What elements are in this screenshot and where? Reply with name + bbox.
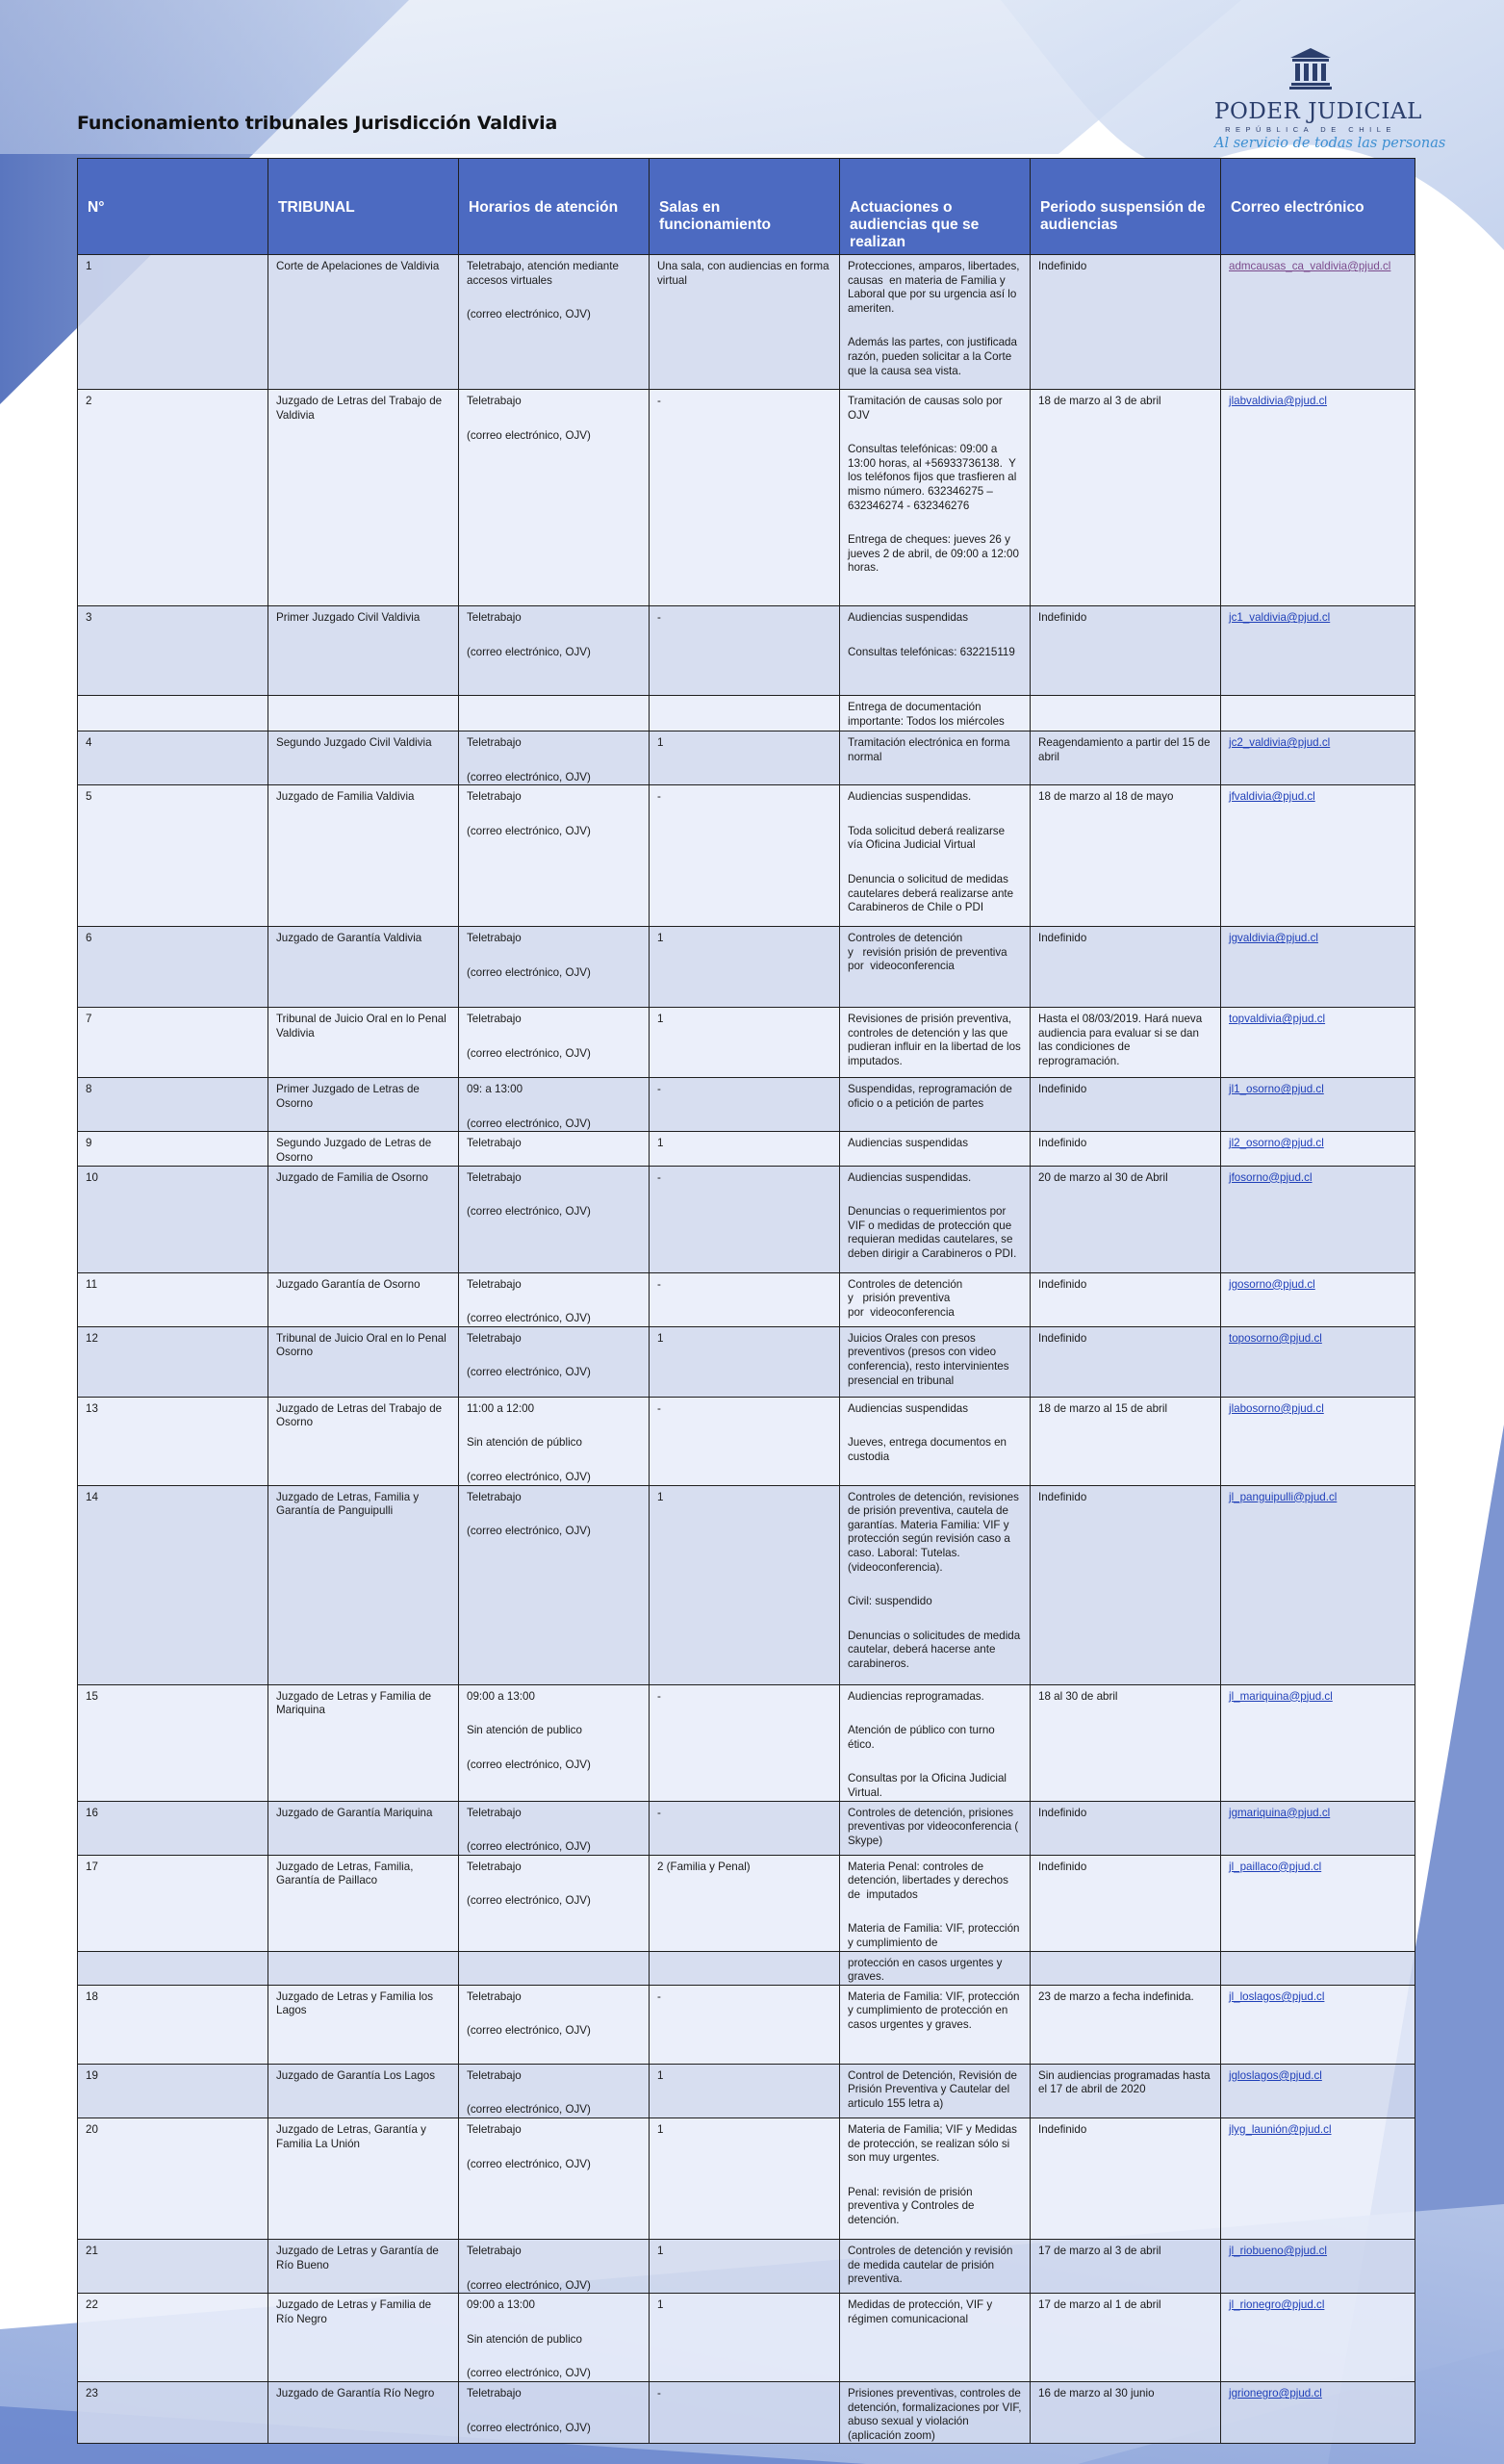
email-link[interactable]: jl1_osorno@pjud.cl [1229,1083,1324,1096]
cell-correo [1221,1485,1415,1684]
cell-number: 19 [78,2064,268,2118]
cell-tribunal: Tribunal de Juicio Oral en lo Penal Valdivia [268,1008,459,1078]
email-link[interactable]: jgosorno@pjud.cl [1229,1277,1315,1291]
cell-tribunal: Juzgado de Letras, Garantía y Familia La Unión [268,2118,459,2240]
cell-actuaciones: Controles de detención, prisiones preventivas por videoconferencia ( Skype) [840,1801,1031,1855]
cell-salas: 1 [650,1132,840,1166]
table-row [78,1132,1415,1166]
cell-correo [1221,606,1415,696]
cell-correo [1221,1397,1415,1485]
cell-number: 6 [78,927,268,1008]
table-row [78,1985,1415,2064]
cell-actuaciones: Control de Detención, Revisión de Prisión Preventiva y Cautelar del articulo 155 letra a) [840,2064,1031,2118]
cell-tribunal: Juzgado de Letras y Garantía de Río Bueno [268,2240,459,2294]
cell-number: 23 [78,2382,268,2444]
cell-tribunal: Juzgado de Letras y Familia de Mariquina [268,1684,459,1801]
cell-periodo: Indefinido [1031,1132,1221,1166]
cell-horario: Teletrabajo (correo electrónico, OJV) [459,2240,650,2294]
email-link[interactable]: jl_riobueno@pjud.cl [1229,2245,1328,2258]
cell-periodo: 18 de marzo al 18 de mayo [1031,785,1221,927]
cell-periodo: 17 de marzo al 3 de abril [1031,2240,1221,2294]
cell-actuaciones: Revisiones de prisión preventiva, controles de detención y las que pudieran influir en la libertad de los imputados. [840,1008,1031,1078]
cell-correo [1221,1166,1415,1272]
cell-tribunal: Primer Juzgado de Letras de Osorno [268,1078,459,1132]
email-link[interactable]: jl_rionegro@pjud.cl [1229,2298,1325,2312]
cell-horario: Teletrabajo (correo electrónico, OJV) [459,1985,650,2064]
cell-number [78,1951,268,1985]
cell-correo [1221,2240,1415,2294]
cell-salas [650,696,840,732]
cell-actuaciones: Suspendidas, reprogramación de oficio o a petición de partes [840,1078,1031,1132]
cell-horario: Teletrabajo (correo electrónico, OJV) [459,785,650,927]
cell-correo [1221,2118,1415,2240]
email-link[interactable]: jlabosorno@pjud.cl [1229,1401,1324,1415]
cell-horario: Teletrabajo, atención mediante accesos virtuales (correo electrónico, OJV) [459,255,650,390]
email-link[interactable]: jgloslagos@pjud.cl [1229,2068,1322,2082]
header-correo: Correo electrónico [1221,159,1415,255]
cell-salas: - [650,606,840,696]
cell-tribunal [268,1951,459,1985]
cell-horario: 11:00 a 12:00 Sin atención de público (correo electrónico, OJV) [459,1397,650,1485]
cell-tribunal: Juzgado de Letras del Trabajo de Osorno [268,1397,459,1485]
cell-salas: 1 [650,2064,840,2118]
table-row [78,927,1415,1008]
cell-correo [1221,927,1415,1008]
cell-horario: Teletrabajo [459,1132,650,1166]
cell-salas: - [650,1684,840,1801]
email-link[interactable]: jl_panguipulli@pjud.cl [1229,1490,1338,1503]
cell-correo [1221,1684,1415,1801]
cell-salas: - [650,1078,840,1132]
cell-tribunal: Juzgado de Garantía Mariquina [268,1801,459,1855]
cell-tribunal: Juzgado de Letras, Familia, Garantía de Paillaco [268,1855,459,1951]
cell-periodo: Sin audiencias programadas hasta el 17 de abril de 2020 [1031,2064,1221,2118]
cell-salas: 1 [650,2118,840,2240]
cell-tribunal: Juzgado de Garantía Valdivia [268,927,459,1008]
cell-periodo: 16 de marzo al 30 junio [1031,2382,1221,2444]
table-row [78,1326,1415,1397]
cell-actuaciones: Materia Penal: controles de detención, libertades y derechos de imputados Materia de Familia: VIF, protección y cumplimiento de [840,1855,1031,1951]
email-link[interactable]: jc1_valdivia@pjud.cl [1229,611,1331,624]
table-header-row [78,159,1415,255]
cell-salas: - [650,1166,840,1272]
cell-correo [1221,1801,1415,1855]
cell-correo [1221,1985,1415,2064]
cell-number: 7 [78,1008,268,1078]
cell-actuaciones: Audiencias suspendidas. Toda solicitud deberá realizarse vía Oficina Judicial Virtual Denuncia o solicitud de medidas cautelares deberá realizarse ante Carabineros de Chile o PDI [840,785,1031,927]
cell-salas: 1 [650,1485,840,1684]
cell-salas: Una sala, con audiencias en forma virtual [650,255,840,390]
cell-periodo: Indefinido [1031,927,1221,1008]
cell-number: 11 [78,1272,268,1326]
cell-salas: - [650,1985,840,2064]
cell-tribunal: Tribunal de Juicio Oral en lo Penal Osorno [268,1326,459,1397]
cell-number: 18 [78,1985,268,2064]
header-periodo: Periodo suspensión de audiencias [1031,159,1221,255]
table-row [78,606,1415,696]
cell-horario: Teletrabajo (correo electrónico, OJV) [459,1008,650,1078]
cell-horario: Teletrabajo (correo electrónico, OJV) [459,606,650,696]
email-link[interactable]: jgrionegro@pjud.cl [1229,2387,1322,2400]
cell-tribunal: Juzgado de Familia Valdivia [268,785,459,927]
table-row [78,2118,1415,2240]
cell-periodo: Indefinido [1031,1485,1221,1684]
cell-actuaciones: protección en casos urgentes y graves. [840,1951,1031,1985]
email-link[interactable]: jfosorno@pjud.cl [1229,1170,1313,1184]
cell-actuaciones: Audiencias reprogramadas. Atención de público con turno ético. Consultas por la Oficina Judicial Virtual. [840,1684,1031,1801]
table-row [78,2240,1415,2294]
table-row [78,1684,1415,1801]
cell-actuaciones: Prisiones preventivas, controles de detención, formalizaciones por VIF, abuso sexual y violación (aplicación zoom) [840,2382,1031,2444]
cell-number [78,696,268,732]
cell-salas: - [650,785,840,927]
cell-salas: 1 [650,2294,840,2382]
cell-horario: Teletrabajo (correo electrónico, OJV) [459,1326,650,1397]
cell-periodo: 18 de marzo al 3 de abril [1031,390,1221,606]
cell-actuaciones: Entrega de documentación importante: Todos los miércoles [840,696,1031,732]
cell-horario: Teletrabajo (correo electrónico, OJV) [459,1855,650,1951]
cell-periodo: Hasta el 08/03/2019. Hará nueva audiencia para evaluar si se dan las condiciones de reprogramación. [1031,1008,1221,1078]
cell-tribunal: Primer Juzgado Civil Valdivia [268,606,459,696]
email-link[interactable]: jgvaldivia@pjud.cl [1229,932,1318,945]
header-tribunal: TRIBUNAL [268,159,459,255]
cell-periodo: Indefinido [1031,1272,1221,1326]
cell-correo [1221,1078,1415,1132]
cell-horario: Teletrabajo (correo electrónico, OJV) [459,1485,650,1684]
cell-number: 15 [78,1684,268,1801]
cell-periodo [1031,1951,1221,1985]
courthouse-icon [1287,46,1334,90]
cell-number: 21 [78,2240,268,2294]
cell-periodo: 18 al 30 de abril [1031,1684,1221,1801]
cell-actuaciones: Audiencias suspendidas Consultas telefónicas: 632215119 [840,606,1031,696]
email-link[interactable]: jl2_osorno@pjud.cl [1229,1137,1324,1150]
cell-correo [1221,2064,1415,2118]
email-link[interactable]: jl_paillaco@pjud.cl [1229,1860,1322,1873]
cell-correo [1221,1951,1415,1985]
cell-tribunal: Juzgado de Letras, Familia y Garantía de Panguipulli [268,1485,459,1684]
table-row [78,1008,1415,1078]
cell-horario: Teletrabajo (correo electrónico, OJV) [459,2382,650,2444]
courts-table [77,158,1415,2444]
cell-horario: Teletrabajo (correo electrónico, OJV) [459,927,650,1008]
cell-number: 22 [78,2294,268,2382]
cell-periodo: 18 de marzo al 15 de abril [1031,1397,1221,1485]
email-link[interactable]: jfvaldivia@pjud.cl [1229,790,1315,804]
header-actuaciones: Actuaciones o audiencias que se realizan [840,159,1031,255]
cell-actuaciones: Materia de Familia: VIF, protección y cumplimiento de protección en casos urgentes y graves. [840,1985,1031,2064]
cell-correo [1221,1326,1415,1397]
email-link[interactable]: admcausas_ca_valdivia@pjud.cl [1229,260,1391,272]
header-number: N° [78,159,268,255]
cell-actuaciones: Materia de Familia; VIF y Medidas de protección, se realizan sólo si son muy urgentes. Penal: revisión de prisión preventiva y Controles de detención. [840,2118,1031,2240]
table-row [78,1485,1415,1684]
cell-salas: 1 [650,1008,840,1078]
cell-correo [1221,696,1415,732]
cell-periodo: Indefinido [1031,2118,1221,2240]
cell-actuaciones: Tramitación electrónica en forma normal [840,732,1031,785]
cell-number: 8 [78,1078,268,1132]
cell-number: 14 [78,1485,268,1684]
cell-periodo: 20 de marzo al 30 de Abril [1031,1166,1221,1272]
cell-correo [1221,1008,1415,1078]
logo-name: PODER JUDICIAL [1214,99,1422,124]
email-link[interactable]: jlyg_launión@pjud.cl [1229,2123,1332,2137]
logo-tagline: Al servicio de todas las personas [1214,136,1446,151]
table-row [78,785,1415,927]
cell-salas: - [650,2382,840,2444]
cell-number: 13 [78,1397,268,1485]
cell-correo [1221,2382,1415,2444]
email-link[interactable]: jgmariquina@pjud.cl [1229,1806,1331,1819]
cell-tribunal: Juzgado Garantía de Osorno [268,1272,459,1326]
cell-actuaciones: Controles de detención y revisión prisión de preventiva por videoconferencia [840,927,1031,1008]
table-row [78,1951,1415,1985]
logo-subtitle: REPÚBLICA DE CHILE [1225,125,1396,134]
cell-correo [1221,732,1415,785]
table-row [78,255,1415,390]
cell-number: 2 [78,390,268,606]
cell-tribunal: Juzgado de Familia de Osorno [268,1166,459,1272]
email-link[interactable]: jc2_valdivia@pjud.cl [1229,736,1331,749]
cell-horario: 09:00 a 13:00 Sin atención de publico (correo electrónico, OJV) [459,2294,650,2382]
cell-actuaciones: Protecciones, amparos, libertades, causas en materia de Familia y Laboral que por su urgencia así lo ameriten. Además las partes, con justificada razón, pueden solicitar a la Corte que la causa sea vista. [840,255,1031,390]
cell-periodo: Reagendamiento a partir del 15 de abril [1031,732,1221,785]
table-row [78,390,1415,606]
cell-correo [1221,390,1415,606]
cell-actuaciones: Juicios Orales con presos preventivos (presos con video conferencia), resto intervinientes presencial en tribunal [840,1326,1031,1397]
email-link[interactable]: jl_mariquina@pjud.cl [1229,1689,1333,1703]
email-link[interactable]: toposorno@pjud.cl [1229,1331,1322,1345]
cell-tribunal: Segundo Juzgado Civil Valdivia [268,732,459,785]
email-link[interactable]: jl_loslagos@pjud.cl [1229,1989,1325,2003]
email-link[interactable]: jlabvaldivia@pjud.cl [1229,395,1327,407]
header-salas: Salas en funcionamiento [650,159,840,255]
cell-tribunal: Juzgado de Letras y Familia de Río Negro [268,2294,459,2382]
cell-salas: 1 [650,2240,840,2294]
cell-actuaciones: Controles de detención y prisión preventiva por videoconferencia [840,1272,1031,1326]
cell-number: 20 [78,2118,268,2240]
cell-salas: 1 [650,1326,840,1397]
cell-salas: 2 (Familia y Penal) [650,1855,840,1951]
table-row [78,2294,1415,2382]
cell-actuaciones: Audiencias suspendidas. Denuncias o requerimientos por VIF o medidas de protección que requieran medidas cautelares, se deben dirigir a Carabineros o PDI. [840,1166,1031,1272]
table-row [78,732,1415,785]
cell-correo [1221,1132,1415,1166]
cell-number: 16 [78,1801,268,1855]
table-row [78,1272,1415,1326]
cell-actuaciones: Medidas de protección, VIF y régimen comunicacional [840,2294,1031,2382]
cell-horario: Teletrabajo (correo electrónico, OJV) [459,1272,650,1326]
cell-tribunal: Juzgado de Letras del Trabajo de Valdivia [268,390,459,606]
table-row [78,1801,1415,1855]
header-horarios: Horarios de atención [459,159,650,255]
cell-periodo: 17 de marzo al 1 de abril [1031,2294,1221,2382]
cell-correo [1221,255,1415,390]
cell-tribunal: Corte de Apelaciones de Valdivia [268,255,459,390]
cell-number: 9 [78,1132,268,1166]
cell-salas: 1 [650,732,840,785]
table-row [78,2382,1415,2444]
table-row [78,1166,1415,1272]
cell-actuaciones: Controles de detención y revisión de medida cautelar de prisión preventiva. [840,2240,1031,2294]
cell-horario: Teletrabajo (correo electrónico, OJV) [459,390,650,606]
cell-horario [459,1951,650,1985]
cell-periodo: Indefinido [1031,606,1221,696]
cell-periodo: Indefinido [1031,1326,1221,1397]
cell-horario: Teletrabajo (correo electrónico, OJV) [459,732,650,785]
cell-number: 3 [78,606,268,696]
cell-tribunal: Juzgado de Letras y Familia los Lagos [268,1985,459,2064]
table-row [78,1078,1415,1132]
cell-periodo: 23 de marzo a fecha indefinida. [1031,1985,1221,2064]
cell-actuaciones: Controles de detención, revisiones de prisión preventiva, cautela de garantías. Materia Familia: VIF y protección según revisión caso a caso. Laboral: Tutelas. (videoconferencia). Civil: suspendido Denuncias o solicitudes de medida cautelar, deberá hacerse ante carabineros. [840,1485,1031,1684]
table-row [78,696,1415,732]
email-link[interactable]: topvaldivia@pjud.cl [1229,1013,1326,1026]
cell-number: 10 [78,1166,268,1272]
cell-periodo: Indefinido [1031,255,1221,390]
cell-salas: - [650,1272,840,1326]
cell-horario: 09: a 13:00 (correo electrónico, OJV) [459,1078,650,1132]
cell-number: 5 [78,785,268,927]
cell-horario: 09:00 a 13:00 Sin atención de publico (correo electrónico, OJV) [459,1684,650,1801]
cell-periodo [1031,696,1221,732]
cell-number: 12 [78,1326,268,1397]
cell-horario: Teletrabajo (correo electrónico, OJV) [459,1801,650,1855]
cell-salas: - [650,1801,840,1855]
cell-actuaciones: Audiencias suspendidas [840,1132,1031,1166]
cell-salas: 1 [650,927,840,1008]
cell-periodo: Indefinido [1031,1855,1221,1951]
cell-tribunal: Juzgado de Garantía Río Negro [268,2382,459,2444]
cell-salas: - [650,390,840,606]
cell-horario [459,696,650,732]
cell-horario: Teletrabajo (correo electrónico, OJV) [459,2064,650,2118]
cell-horario: Teletrabajo (correo electrónico, OJV) [459,1166,650,1272]
table-row [78,1855,1415,1951]
table-row [78,2064,1415,2118]
cell-tribunal [268,696,459,732]
cell-correo [1221,785,1415,927]
cell-number: 17 [78,1855,268,1951]
cell-horario: Teletrabajo (correo electrónico, OJV) [459,2118,650,2240]
cell-periodo: Indefinido [1031,1801,1221,1855]
cell-tribunal: Juzgado de Garantía Los Lagos [268,2064,459,2118]
cell-tribunal: Segundo Juzgado de Letras de Osorno [268,1132,459,1166]
cell-actuaciones: Audiencias suspendidas Jueves, entrega documentos en custodia [840,1397,1031,1485]
cell-actuaciones: Tramitación de causas solo por OJV Consultas telefónicas: 09:00 a 13:00 horas, al +56933736138. Y los teléfonos fijos que trasfieren al mismo número. 632346275 – 632346274 - 632346276 Entrega de cheques: jueves 26 y jueves 2 de abril, de 09:00 a 12:00 horas. [840,390,1031,606]
cell-number: 1 [78,255,268,390]
poder-judicial-logo [1214,46,1446,158]
cell-salas: - [650,1397,840,1485]
page-title: Funcionamiento tribunales Jurisdicción Valdivia [77,113,558,134]
cell-correo [1221,1855,1415,1951]
cell-periodo: Indefinido [1031,1078,1221,1132]
cell-correo [1221,2294,1415,2382]
table-row [78,1397,1415,1485]
cell-number: 4 [78,732,268,785]
cell-salas [650,1951,840,1985]
cell-correo [1221,1272,1415,1326]
